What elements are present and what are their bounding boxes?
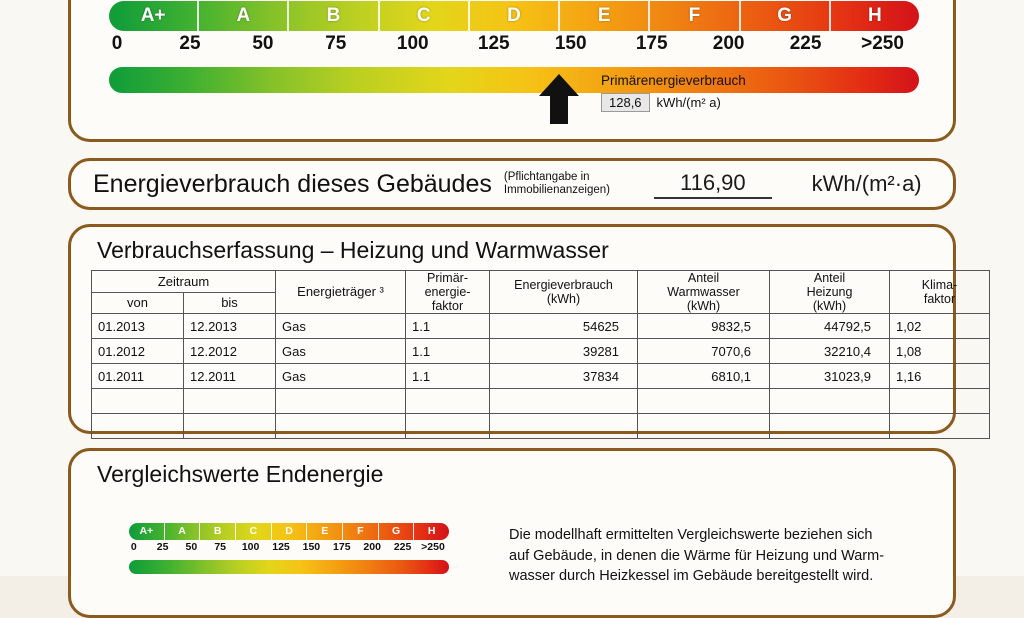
- cell-klimafaktor: 1,08: [890, 339, 990, 364]
- class-segment: D: [272, 523, 308, 540]
- comparison-description: [509, 525, 929, 587]
- tick-label: 125: [272, 541, 290, 553]
- cell-warmwasser: [638, 414, 770, 439]
- comparison-gradient-bar: [129, 560, 449, 574]
- consumption-note: [504, 171, 610, 197]
- class-segment: H: [867, 5, 882, 26]
- cell-verbrauch: [490, 389, 638, 414]
- class-segment: A+: [129, 523, 165, 540]
- tick-label: 100: [241, 541, 260, 553]
- tick-label: 25: [156, 541, 169, 553]
- cell-klimafaktor: [890, 414, 990, 439]
- cell-faktor: [406, 414, 490, 439]
- th-zeitraum: Zeitraum: [92, 271, 276, 293]
- tick-label: >250: [861, 33, 904, 54]
- cell-energietraeger: Gas: [276, 314, 406, 339]
- energy-scale-panel: [68, 0, 956, 142]
- tick-label: 50: [252, 33, 274, 54]
- cell-warmwasser: 7070,6: [638, 339, 770, 364]
- comparison-heading: Vergleichswerte Endenergie: [97, 461, 384, 487]
- class-segment: F: [650, 1, 740, 31]
- cell-bis: 12.2011: [184, 364, 276, 389]
- th-von: von: [92, 292, 184, 314]
- comparison-scale: [129, 523, 449, 574]
- class-segment: G: [741, 1, 831, 31]
- primary-energy-block: [601, 73, 746, 112]
- tick-label: 25: [179, 33, 201, 54]
- class-segment: G: [379, 523, 415, 540]
- tick-label: 225: [789, 33, 822, 54]
- cell-heizung: [770, 389, 890, 414]
- cell-bis: [184, 389, 276, 414]
- tick-label: 75: [214, 541, 227, 553]
- cell-energietraeger: Gas: [276, 364, 406, 389]
- class-segment: F: [343, 523, 379, 540]
- class-segment: B: [200, 523, 236, 540]
- cell-heizung: 32210,4: [770, 339, 890, 364]
- table-header-row: [92, 271, 990, 293]
- tick-label: 150: [302, 541, 321, 553]
- table-row: [92, 314, 990, 339]
- energy-scale-ticks: [109, 33, 919, 59]
- cell-von: 01.2013: [92, 314, 184, 339]
- cell-faktor: 1.1: [406, 314, 490, 339]
- class-segment: E: [307, 523, 343, 540]
- consumption-table-panel: [68, 224, 956, 434]
- tick-label: 200: [363, 541, 381, 553]
- comparison-values-panel: [68, 448, 956, 618]
- th-klimafaktor: Klima- faktor: [890, 271, 990, 314]
- class-segment: D: [470, 1, 560, 31]
- energy-gradient-bar: [109, 67, 919, 93]
- class-segment: C: [236, 523, 272, 540]
- cell-heizung: 31023,9: [770, 364, 890, 389]
- cell-von: 01.2011: [92, 364, 184, 389]
- cell-warmwasser: [638, 389, 770, 414]
- class-segment: E: [560, 1, 650, 31]
- primary-energy-unit: kWh/(m² a): [656, 95, 721, 110]
- class-segment: A+: [109, 1, 199, 31]
- cell-verbrauch: 39281: [490, 339, 638, 364]
- cell-verbrauch: 54625: [490, 314, 638, 339]
- comparison-scale-ticks: [129, 541, 449, 556]
- class-segment: A: [165, 523, 201, 540]
- tick-label: 125: [477, 33, 510, 54]
- th-anteil-warmwasser: Anteil Warmwasser (kWh): [638, 271, 770, 314]
- cell-energietraeger: Gas: [276, 339, 406, 364]
- table-row: [92, 414, 990, 439]
- class-segment: H: [427, 525, 436, 537]
- consumption-note-line1: (Pflichtangabe in: [503, 171, 590, 184]
- tick-label: 0: [111, 33, 123, 54]
- building-consumption-panel: [68, 158, 956, 210]
- tick-label: 75: [325, 33, 347, 54]
- tick-label: 150: [554, 33, 587, 54]
- comparison-text-line2: auf Gebäude, in denen die Wärme für Heizung und Warm-: [509, 547, 885, 564]
- tick-label: 225: [393, 541, 412, 553]
- tick-label: >250: [421, 541, 445, 553]
- energy-class-bar: [109, 1, 919, 31]
- cell-verbrauch: [490, 414, 638, 439]
- table-row: [92, 339, 990, 364]
- table-row: [92, 389, 990, 414]
- th-primaerenergiefaktor: Primär- energie- faktor: [406, 271, 490, 314]
- primary-energy-label: Primärenergieverbrauch: [601, 73, 746, 88]
- energy-scale: [109, 1, 919, 93]
- comparison-text-line3: wasser durch Heizkessel im Gebäude bereitgestellt wird.: [509, 568, 874, 585]
- cell-bis: 12.2013: [184, 314, 276, 339]
- primary-energy-value: 128,6: [601, 93, 650, 112]
- th-energieverbrauch: Energieverbrauch (kWh): [490, 271, 638, 314]
- cell-warmwasser: 9832,5: [638, 314, 770, 339]
- class-segment: C: [380, 1, 470, 31]
- consumption-title: Energieverbrauch dieses Gebäudes: [93, 169, 492, 198]
- cell-klimafaktor: 1,02: [890, 314, 990, 339]
- tick-label: 175: [635, 33, 668, 54]
- class-segment: B: [289, 1, 379, 31]
- tick-label: 100: [396, 33, 429, 54]
- consumption-value: 116,90: [654, 170, 772, 199]
- consumption-note-line2: Immobilienanzeigen): [503, 184, 610, 196]
- cell-klimafaktor: 1,16: [890, 364, 990, 389]
- tick-label: 0: [130, 541, 137, 553]
- cell-warmwasser: 6810,1: [638, 364, 770, 389]
- tick-label: 50: [185, 541, 198, 553]
- comparison-class-bar: [129, 523, 449, 540]
- cell-verbrauch: 37834: [490, 364, 638, 389]
- th-energietraeger: Energieträger ³: [276, 271, 406, 314]
- comparison-text-line1: Die modellhaft ermittelten Vergleichswerte beziehen sich: [509, 527, 873, 543]
- th-bis: bis: [184, 292, 276, 314]
- tick-label: 200: [712, 33, 745, 54]
- consumption-unit: kWh/(m²·a): [811, 171, 922, 196]
- cell-heizung: 44792,5: [770, 314, 890, 339]
- cell-bis: [184, 414, 276, 439]
- class-segment: A: [199, 1, 289, 31]
- cell-faktor: [406, 389, 490, 414]
- th-anteil-heizung: Anteil Heizung (kWh): [770, 271, 890, 314]
- cell-faktor: 1.1: [406, 339, 490, 364]
- cell-von: [92, 389, 184, 414]
- cell-von: 01.2012: [92, 339, 184, 364]
- tick-label: 175: [333, 541, 351, 553]
- table-row: [92, 364, 990, 389]
- table-heading: Verbrauchserfassung – Heizung und Warmwasser: [97, 237, 609, 263]
- cell-klimafaktor: [890, 389, 990, 414]
- cell-energietraeger: [276, 389, 406, 414]
- cell-energietraeger: [276, 414, 406, 439]
- consumption-table: [91, 270, 990, 439]
- cell-bis: 12.2012: [184, 339, 276, 364]
- cell-von: [92, 414, 184, 439]
- cell-heizung: [770, 414, 890, 439]
- cell-faktor: 1.1: [406, 364, 490, 389]
